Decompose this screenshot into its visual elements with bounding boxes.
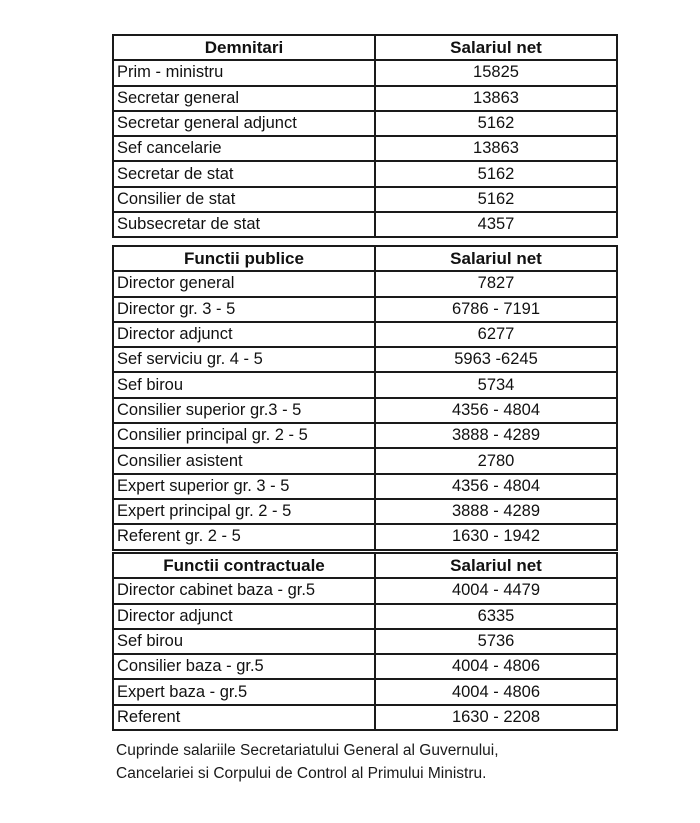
salary-cell: 5736 [375, 629, 617, 654]
position-cell: Expert baza - gr.5 [113, 679, 375, 704]
column-header-salary: Salariul net [375, 553, 617, 578]
table-row [113, 578, 617, 603]
salary-cell: 6335 [375, 604, 617, 629]
salary-cell: 2780 [375, 448, 617, 473]
position-cell: Consilier principal gr. 2 - 5 [113, 423, 375, 448]
salary-cell: 3888 - 4289 [375, 499, 617, 524]
column-header-category: Demnitari [113, 35, 375, 60]
position-cell: Expert principal gr. 2 - 5 [113, 499, 375, 524]
position-cell: Sef cancelarie [113, 136, 375, 161]
table-functii-publice [112, 245, 618, 551]
salary-cell: 5162 [375, 111, 617, 136]
table-row [113, 398, 617, 423]
salary-cell: 3888 - 4289 [375, 423, 617, 448]
table-row [113, 322, 617, 347]
salary-cell: 1630 - 1942 [375, 524, 617, 549]
position-cell: Consilier superior gr.3 - 5 [113, 398, 375, 423]
table-header-row [113, 246, 617, 271]
column-header-category: Functii contractuale [113, 553, 375, 578]
footnote [116, 739, 636, 785]
salary-cell: 5734 [375, 372, 617, 397]
position-cell: Consilier asistent [113, 448, 375, 473]
table-row [113, 499, 617, 524]
position-cell: Consilier baza - gr.5 [113, 654, 375, 679]
table-row [113, 604, 617, 629]
table-body [113, 578, 617, 730]
table-row [113, 187, 617, 212]
footnote-line: Cuprinde salariile Secretariatului General al Guvernului, [116, 742, 499, 759]
position-cell: Subsecretar de stat [113, 212, 375, 237]
salary-cell: 6786 - 7191 [375, 297, 617, 322]
position-cell: Referent [113, 705, 375, 730]
table-body [113, 60, 617, 237]
position-cell: Expert superior gr. 3 - 5 [113, 474, 375, 499]
position-cell: Director gr. 3 - 5 [113, 297, 375, 322]
table-row [113, 372, 617, 397]
salary-cell: 4004 - 4479 [375, 578, 617, 603]
table-row [113, 60, 617, 85]
table-row [113, 629, 617, 654]
table-row [113, 448, 617, 473]
table-row [113, 679, 617, 704]
salary-cell: 4356 - 4804 [375, 474, 617, 499]
table-row [113, 347, 617, 372]
table-header-row [113, 35, 617, 60]
footnote-line: Cancelariei si Corpului de Control al Primului Ministru. [116, 765, 487, 782]
table-row [113, 474, 617, 499]
table-row [113, 136, 617, 161]
position-cell: Referent gr. 2 - 5 [113, 524, 375, 549]
position-cell: Sef serviciu gr. 4 - 5 [113, 347, 375, 372]
table-row [113, 423, 617, 448]
table-row [113, 654, 617, 679]
position-cell: Sef birou [113, 629, 375, 654]
table-header-row [113, 553, 617, 578]
position-cell: Director general [113, 271, 375, 296]
salary-cell: 4357 [375, 212, 617, 237]
position-cell: Consilier de stat [113, 187, 375, 212]
salary-cell: 5162 [375, 187, 617, 212]
salary-cell: 7827 [375, 271, 617, 296]
table-row [113, 86, 617, 111]
salary-cell: 1630 - 2208 [375, 705, 617, 730]
table-body [113, 271, 617, 549]
position-cell: Director cabinet baza - gr.5 [113, 578, 375, 603]
position-cell: Secretar de stat [113, 161, 375, 186]
salary-cell: 4004 - 4806 [375, 654, 617, 679]
salary-cell: 4356 - 4804 [375, 398, 617, 423]
salary-cell: 15825 [375, 60, 617, 85]
table-row [113, 524, 617, 549]
column-header-salary: Salariul net [375, 246, 617, 271]
position-cell: Sef birou [113, 372, 375, 397]
table-row [113, 271, 617, 296]
position-cell: Prim - ministru [113, 60, 375, 85]
salary-cell: 13863 [375, 136, 617, 161]
column-header-salary: Salariul net [375, 35, 617, 60]
table-functii-contractuale [112, 552, 618, 731]
table-row [113, 297, 617, 322]
position-cell: Director adjunct [113, 604, 375, 629]
salary-cell: 6277 [375, 322, 617, 347]
column-header-category: Functii publice [113, 246, 375, 271]
position-cell: Secretar general [113, 86, 375, 111]
table-row [113, 705, 617, 730]
position-cell: Secretar general adjunct [113, 111, 375, 136]
salary-cell: 13863 [375, 86, 617, 111]
salary-cell: 4004 - 4806 [375, 679, 617, 704]
table-row [113, 212, 617, 237]
salary-cell: 5162 [375, 161, 617, 186]
table-demnitari [112, 34, 618, 238]
position-cell: Director adjunct [113, 322, 375, 347]
table-row [113, 111, 617, 136]
table-row [113, 161, 617, 186]
salary-cell: 5963 -6245 [375, 347, 617, 372]
